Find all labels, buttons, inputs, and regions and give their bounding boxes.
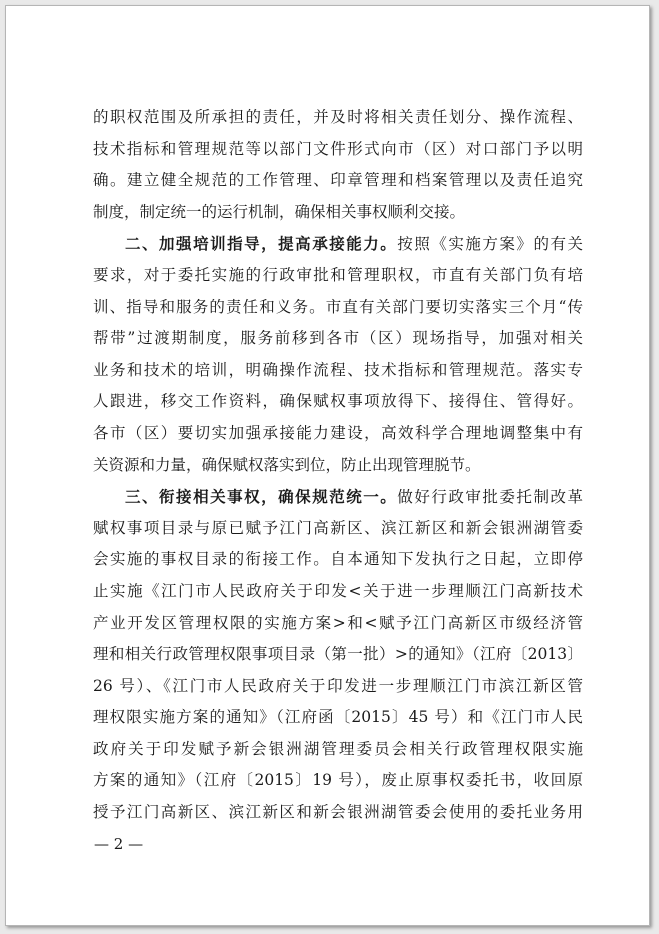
document-page bbox=[5, 5, 650, 926]
section-heading-line bbox=[93, 228, 583, 260]
section-heading: 二、加强培训指导，提高承接能力。 bbox=[125, 234, 398, 254]
text-line: 业务和技术的培训，明确操作流程、技术指标和管理规范。落实专 bbox=[93, 360, 583, 379]
text-line: 人跟进，移交工作资料，确保赋权事项放得下、接得住、管得好。 bbox=[93, 392, 583, 411]
text-line: 授予江门高新区、滨江新区和新会银洲湖管委会使用的委托业务用 bbox=[93, 803, 583, 822]
page-number: — 2 — bbox=[94, 835, 144, 853]
text-line: 帮带”过渡期制度，服务前移到各市（区）现场指导，加强对相关 bbox=[93, 329, 583, 348]
text-line: 理权限实施方案的通知》（江府函〔2015〕45 号）和《江门市人民 bbox=[93, 708, 583, 727]
text-line: 各市（区）要切实加强承接能力建设，高效科学合理地调整集中有 bbox=[93, 423, 583, 442]
text-line: 赋权事项目录与原已赋予江门高新区、滨江新区和新会银洲湖管委 bbox=[93, 518, 583, 537]
section-heading: 三、衔接相关事权，确保规范统一。 bbox=[125, 487, 398, 507]
text-line: 产业开发区管理权限的实施方案>和<赋予江门高新区市级经济管 bbox=[93, 613, 583, 632]
section-heading-rest: 按照《实施方案》的有关 bbox=[397, 235, 583, 254]
document-body bbox=[93, 102, 583, 829]
text-line: 要求，对于委托实施的行政审批和管理职权，市直有关部门负有培 bbox=[93, 265, 583, 284]
text-line: 确。建立健全规范的工作管理、印章管理和档案管理以及责任追究 bbox=[93, 171, 583, 190]
text-line: 制度，制定统一的运行机制，确保相关事权顺利交接。 bbox=[93, 202, 466, 221]
section-heading-rest: 做好行政审批委托制改革 bbox=[397, 488, 583, 507]
text-line: 训、指导和服务的责任和义务。市直有关部门要切实落实三个月“传 bbox=[93, 297, 583, 316]
text-line: 政府关于印发赋予新会银洲湖管理委员会相关行政管理权限实施 bbox=[93, 739, 583, 758]
text-line: 关资源和力量，确保赋权落实到位，防止出现管理脱节。 bbox=[93, 455, 481, 474]
text-line: 方案的通知》（江府〔2015〕19 号），废止原事权委托书，收回原 bbox=[93, 771, 583, 790]
text-line: 技术指标和管理规范等以部门文件形式向市（区）对口部门予以明 bbox=[93, 139, 583, 158]
section-heading-line bbox=[93, 481, 583, 513]
text-line: 会实施的事权目录的衔接工作。自本通知下发执行之日起，立即停 bbox=[93, 550, 583, 569]
text-line: 止实施《江门市人民政府关于印发<关于进一步理顺江门高新技术 bbox=[93, 581, 583, 600]
text-line: 理和相关行政管理权限事项目录（第一批）>的通知》（江府〔2013〕 bbox=[93, 645, 583, 664]
text-line: 的职权范围及所承担的责任，并及时将相关责任划分、操作流程、 bbox=[93, 108, 583, 126]
text-line: 26 号）、《江门市人民政府关于印发进一步理顺江门市滨江新区管 bbox=[93, 676, 583, 695]
